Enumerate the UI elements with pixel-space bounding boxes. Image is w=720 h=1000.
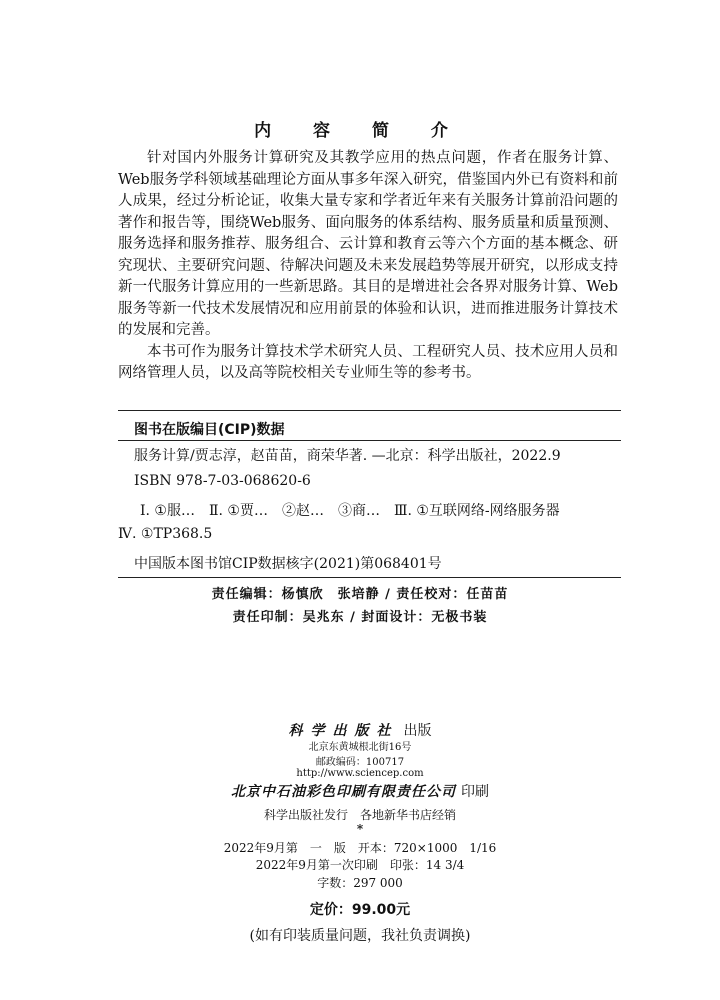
cip-classification-continued: Ⅳ. ①TP368.5 <box>118 526 213 542</box>
cip-data-number: 中国版本图书馆CIP数据核字(2021)第068401号 <box>134 556 442 572</box>
cip-bottom-rule <box>118 577 621 578</box>
printing-line: 2022年9月第一次印刷 印张：14 3/4 <box>255 858 465 872</box>
publisher-website: http://www.sciencep.com <box>296 768 424 779</box>
edition-line: 2022年9月第 一 版 开本：720×1000 1/16 <box>223 841 497 855</box>
printer-name: 北京中石油彩色印刷有限责任公司 <box>230 784 456 800</box>
intro-title: 内 容 简 介 <box>254 121 466 141</box>
intro-paragraph: 针对国内外服务计算研究及其教学应用的热点问题，作者在服务计算、Web服务学科领域基础理论方面从事多年深入研究，借鉴国内外已有资料和前人成果，经过分析论证，收集大量专家和学者近年来有关服务计算前沿问题的著作和报告等，围绕Web服务、面向服务的体系结构、服务质量和质量预测、服务选择和服务推荐、服务组合、云计算和教育云等六个方面的基本概念、研究现状、主要研究问题、待解决问题及未来发展趋势等展开研究，以形成支持新一代服务计算应用的一些新思路。其目的是增进社会各界对服务计算、Web服务等新一代技术发展情况和应用前景的体验和认识，进而推进服务计算技术的发展和完善。 <box>118 150 618 338</box>
word-count: 字数：297 000 <box>317 876 403 890</box>
publisher-postcode: 邮政编码：100717 <box>315 757 405 768</box>
printer-suffix: 印刷 <box>461 784 490 800</box>
cip-heading-rule <box>118 440 621 441</box>
publisher-name: 科学出版社 <box>288 723 399 739</box>
distribution-line: 科学出版社发行 各地新华书店经销 <box>263 808 456 822</box>
quality-note: (如有印装质量问题，我社负责调换) <box>249 928 471 944</box>
publisher-suffix: 出版 <box>403 723 432 739</box>
cip-classification: Ⅰ. ①服… Ⅱ. ①贾… ②赵… ③商… Ⅲ. ①互联网络-网络服务器 <box>140 503 560 519</box>
credits-editors: 责任编辑：杨慎欣 张培静 / 责任校对：任苗苗 <box>211 587 509 602</box>
publisher-address: 北京东黄城根北街16号 <box>308 742 412 753</box>
cip-citation: 服务计算/贾志淳，赵苗苗，商荣华著. —北京：科学出版社，2022.9 <box>134 448 561 464</box>
intro-paragraph: 本书可作为服务计算技术学术研究人员、工程研究人员、技术应用人员和网络管理人员，以及高等院校相关专业师生等的参考书。 <box>118 343 618 381</box>
cip-isbn: ISBN 978-7-03-068620-6 <box>134 473 311 489</box>
printer-line <box>0 781 720 801</box>
price: 定价：99.00元 <box>309 902 411 918</box>
credits-production: 责任印制：吴兆东 / 封面设计：无极书装 <box>232 610 488 625</box>
cip-heading: 图书在版编目(CIP)数据 <box>134 422 285 438</box>
separator-asterisk: * <box>356 822 364 836</box>
intro-body <box>118 148 618 385</box>
publisher-line <box>0 720 720 740</box>
cip-top-rule <box>118 410 621 411</box>
